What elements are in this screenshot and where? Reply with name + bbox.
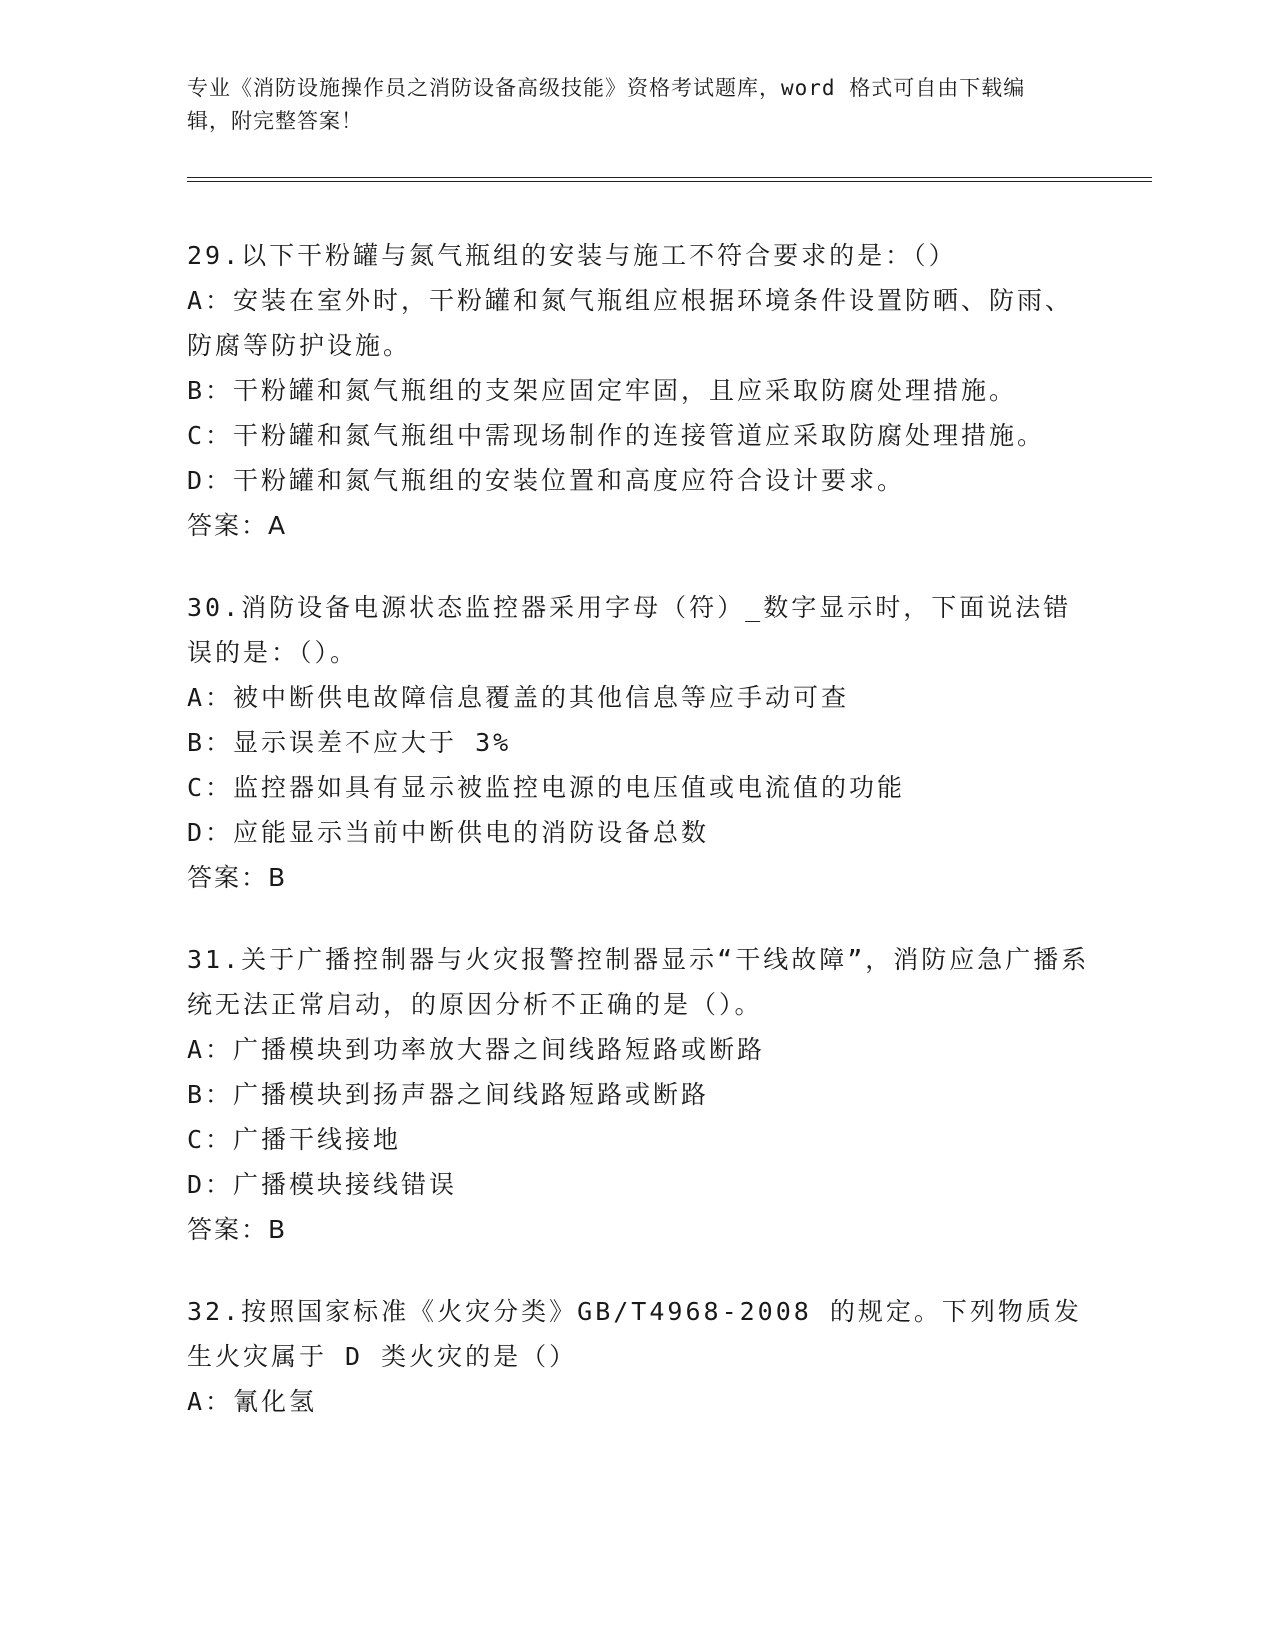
question-32 [187, 1289, 1092, 1424]
question-list [187, 233, 1092, 1461]
question-29 [187, 233, 1092, 548]
answer: 答案：B [187, 863, 288, 892]
question-stem: 30.消防设备电源状态监控器采用字母（符）_数字显示时，下面说法错误的是：（）。 [187, 593, 1072, 667]
option-c: C：干粉罐和氮气瓶组中需现场制作的连接管道应采取防腐处理措施。 [187, 421, 1046, 450]
option-d: D：广播模块接线错误 [187, 1170, 458, 1199]
question-31 [187, 937, 1092, 1252]
option-b: B：干粉罐和氮气瓶组的支架应固定牢固，且应采取防腐处理措施。 [187, 376, 1018, 405]
option-d: D：应能显示当前中断供电的消防设备总数 [187, 818, 710, 847]
header-divider-top [187, 177, 1152, 178]
option-b: B：显示误差不应大于 3% [187, 728, 512, 757]
header-divider-bottom [187, 181, 1152, 182]
option-b: B：广播模块到扬声器之间线路短路或断路 [187, 1080, 710, 1109]
option-c: C：广播干线接地 [187, 1125, 402, 1154]
page-header: 专业《消防设施操作员之消防设备高级技能》资格考试题库，word 格式可自由下载编辑，附完整答案！ [187, 76, 1026, 133]
question-stem: 31.关于广播控制器与火灾报警控制器显示“干线故障”，消防应急广播系统无法正常启动，的原因分析不正确的是（）。 [187, 945, 1090, 1019]
option-a: A：安装在室外时，干粉罐和氮气瓶组应根据环境条件设置防晒、防雨、防腐等防护设施。 [187, 286, 1074, 360]
option-a: A：广播模块到功率放大器之间线路短路或断路 [187, 1035, 766, 1064]
answer: 答案：A [187, 511, 288, 540]
option-a: A：被中断供电故障信息覆盖的其他信息等应手动可查 [187, 683, 850, 712]
question-stem: 29.以下干粉罐与氮气瓶组的安装与施工不符合要求的是：（） [187, 241, 957, 270]
option-d: D：干粉罐和氮气瓶组的安装位置和高度应符合设计要求。 [187, 466, 906, 495]
question-stem: 32.按照国家标准《火灾分类》GB/T4968-2008 的规定。下列物质发生火灾属于 D 类火灾的是（） [187, 1297, 1082, 1371]
answer: 答案：B [187, 1215, 288, 1244]
option-c: C：监控器如具有显示被监控电源的电压值或电流值的功能 [187, 773, 906, 802]
option-a: A：氰化氢 [187, 1387, 318, 1416]
question-30 [187, 585, 1092, 900]
